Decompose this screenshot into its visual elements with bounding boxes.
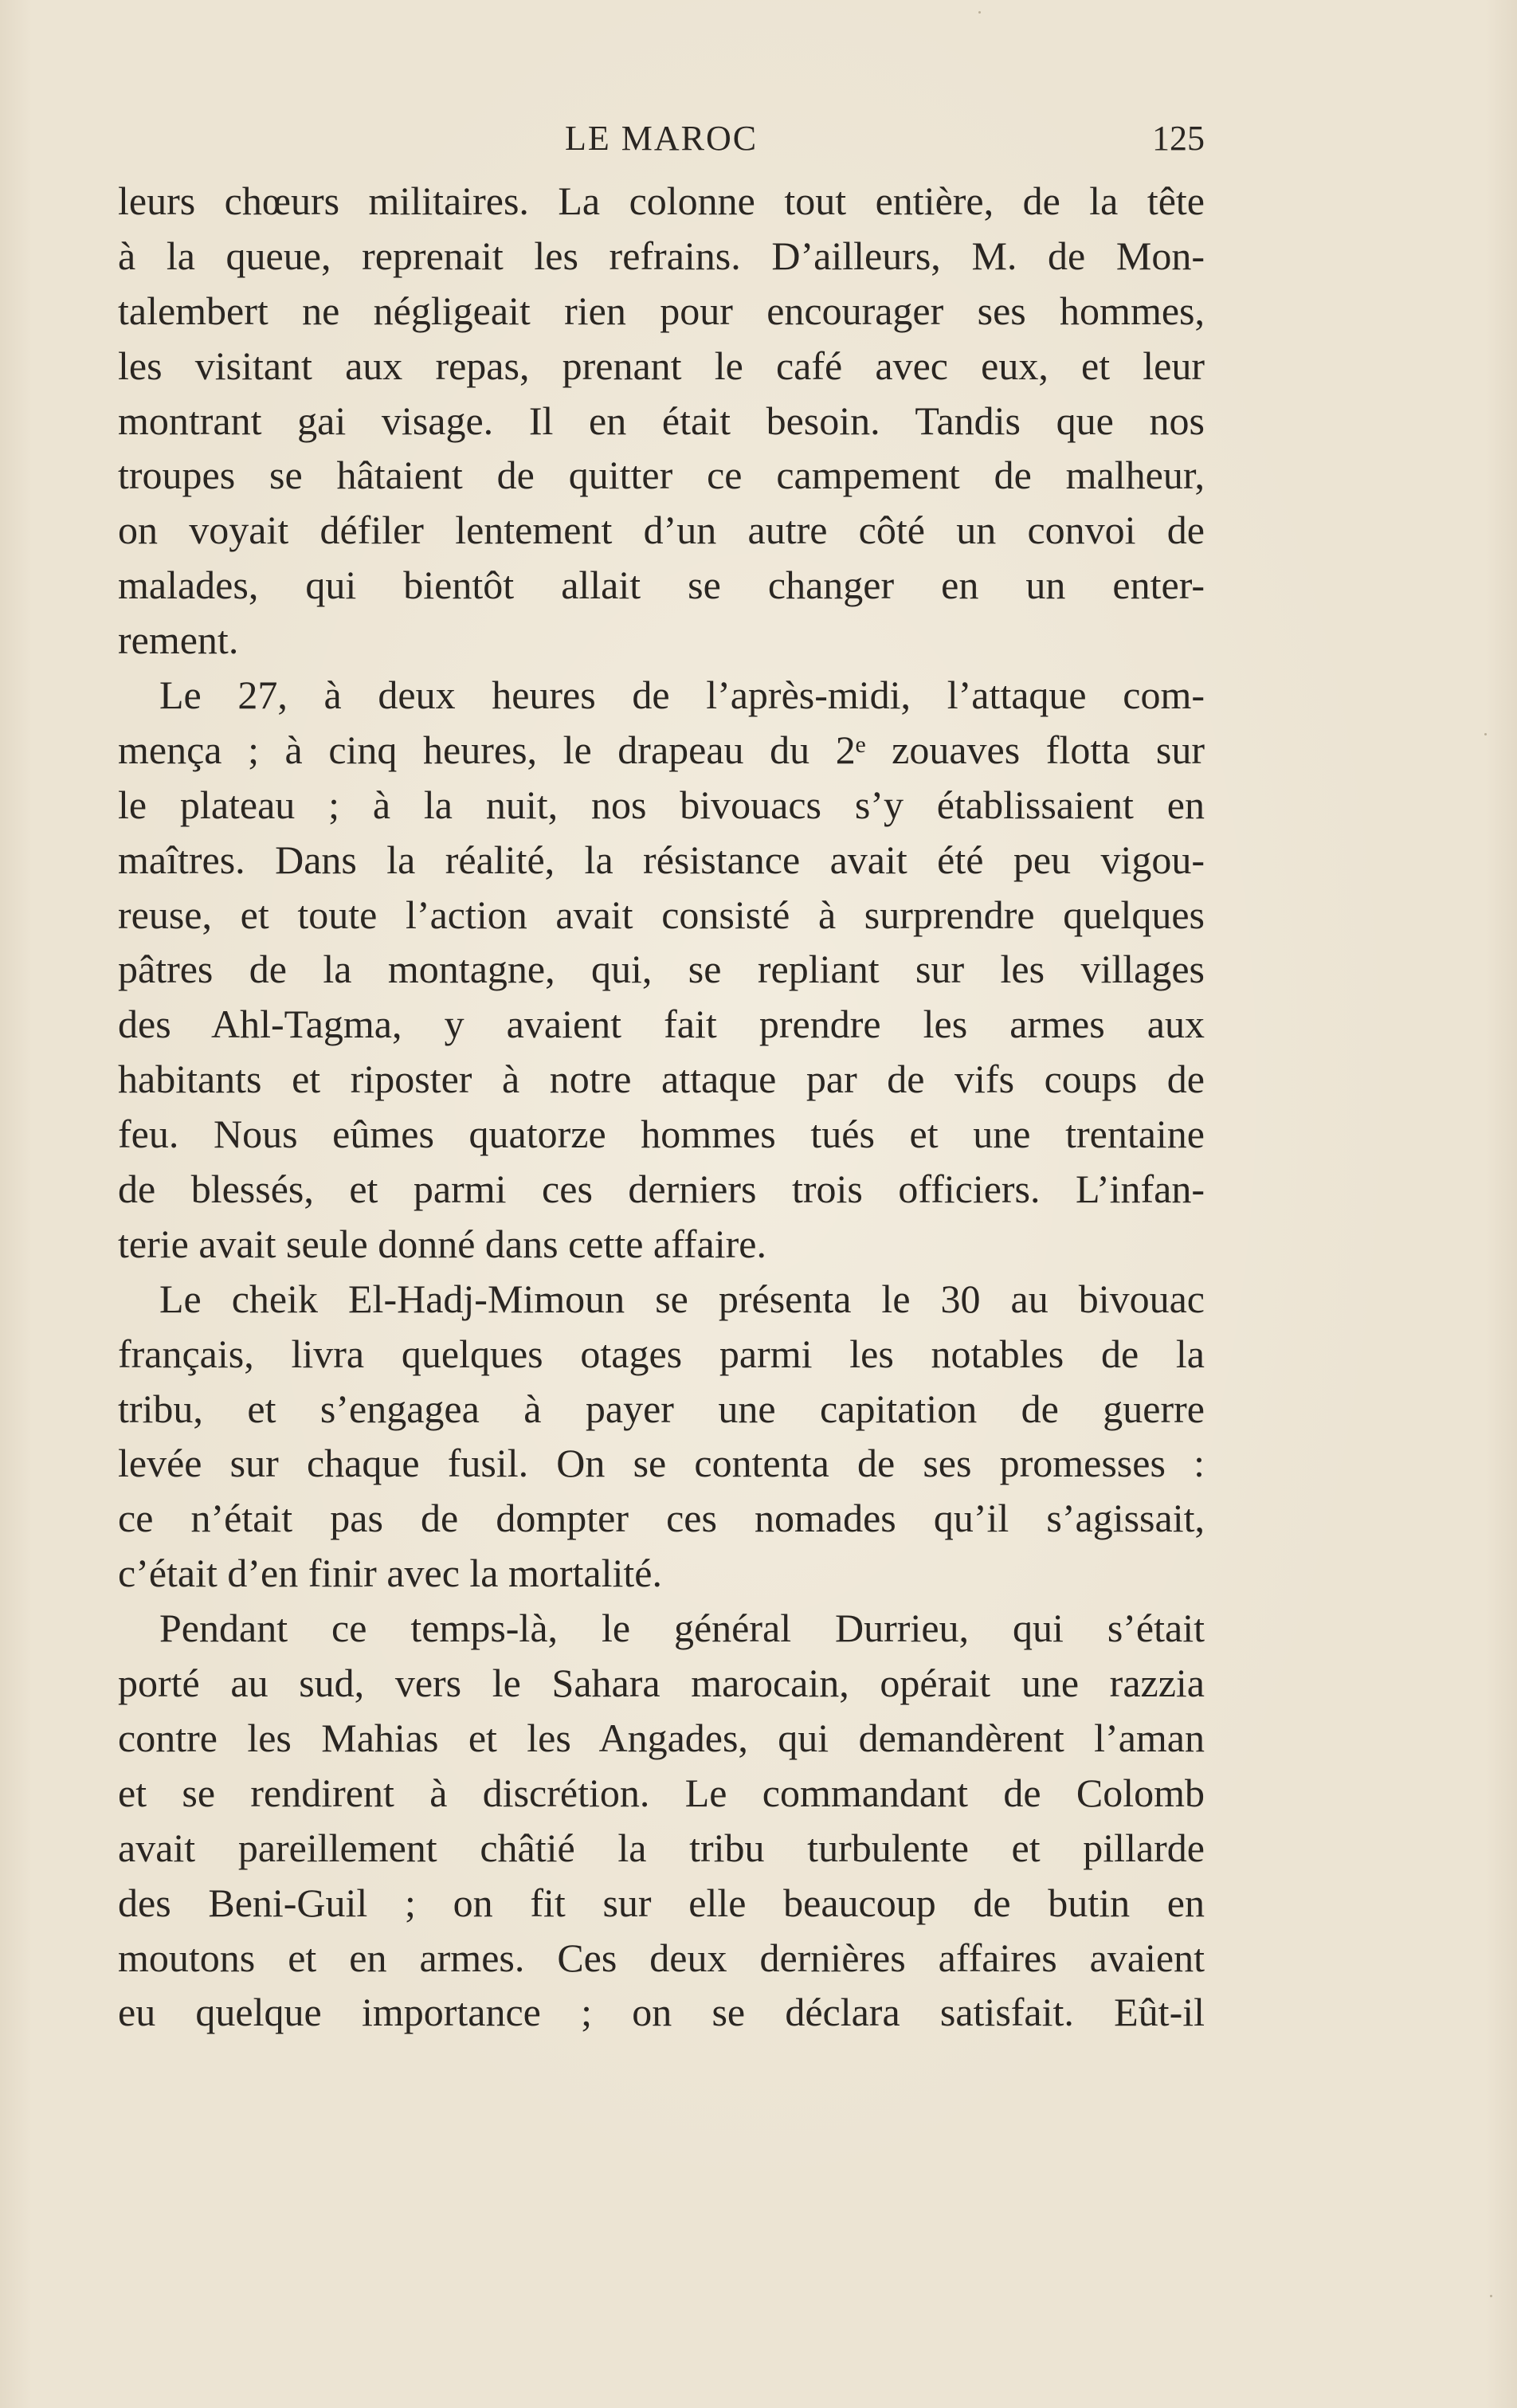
text-line: maîtres. Dans la réalité, la résistance avait été peu vigou- (118, 837, 1205, 882)
text-line: tribu, et s’engagea à payer une capitation de guerre (118, 1386, 1205, 1431)
text-line: contre les Mahias et les Angades, qui demandèrent l’aman (118, 1715, 1205, 1760)
text-line: c’était d’en finir avec la mortalité. (118, 1551, 662, 1596)
text-line: à la queue, reprenait les refrains. D’ailleurs, M. de Mon- (118, 233, 1205, 278)
text-line: terie avait seule donné dans cette affaire. (118, 1221, 766, 1266)
text-line: reuse, et toute l’action avait consisté à surprendre quelques (118, 892, 1205, 937)
text-line: français, livra quelques otages parmi les notables de la (118, 1331, 1205, 1376)
text-line: les visitant aux repas, prenant le café avec eux, et leur (118, 343, 1205, 388)
text-line: ce n’était pas de dompter ces nomades qu’il s’agissait, (118, 1496, 1205, 1541)
text-line: et se rendirent à discrétion. Le commandant de Colomb (118, 1770, 1205, 1815)
text-line: montrant gai visage. Il en était besoin. Tandis que nos (118, 398, 1205, 443)
text-line: moutons et en armes. Ces deux dernières affaires avaient (118, 1935, 1205, 1980)
running-title: LE MAROC (564, 119, 758, 158)
text-line: troupes se hâtaient de quitter ce campement de malheur, (118, 453, 1205, 498)
text-line: eu quelque importance ; on se déclara satisfait. Eût-il (118, 1990, 1205, 2035)
text-line: de blessés, et parmi ces derniers trois officiers. L’infan- (118, 1167, 1205, 1212)
text-line: porté au sud, vers le Sahara marocain, opérait une razzia (118, 1661, 1205, 1706)
text-line: on voyait défiler lentement d’un autre côté un convoi de (118, 508, 1205, 553)
text-line: leurs chœurs militaires. La colonne tout entière, de la tête (118, 178, 1205, 223)
running-head (118, 118, 1205, 166)
text-line: pâtres de la montagne, qui, se repliant sur les villages (118, 947, 1205, 992)
text-line: malades, qui bientôt allait se changer en un enter- (118, 563, 1205, 608)
body-text (118, 174, 1205, 2040)
text-line: habitants et riposter à notre attaque par de vifs coups de (118, 1057, 1205, 1102)
text-line: levée sur chaque fusil. On se contenta de ses promesses : (118, 1441, 1205, 1486)
paper-speck (978, 11, 981, 14)
text-line: des Beni-Guil ; on fit sur elle beaucoup de butin en (118, 1880, 1205, 1925)
text-line: mença ; à cinq heures, le drapeau du 2ᵉ zouaves flotta sur (118, 727, 1205, 772)
paper-speck (1484, 733, 1487, 735)
page-number: 125 (1152, 119, 1205, 158)
text-line: Le 27, à deux heures de l’après-midi, l’attaque com- (159, 673, 1205, 718)
text-line: avait pareillement châtié la tribu turbulente et pillarde (118, 1825, 1205, 1870)
text-line: des Ahl-Tagma, y avaient fait prendre les armes aux (118, 1002, 1205, 1047)
text-line: feu. Nous eûmes quatorze hommes tués et une trentaine (118, 1112, 1205, 1157)
text-line: Le cheik El-Hadj-Mimoun se présenta le 30 au bivouac (159, 1276, 1205, 1321)
text-line: le plateau ; à la nuit, nos bivouacs s’y établissaient en (118, 782, 1205, 827)
text-line: rement. (118, 618, 239, 663)
text-line: Pendant ce temps-là, le général Durrieu, qui s’était (159, 1606, 1205, 1651)
paper-speck (1490, 2295, 1492, 2297)
text-line: talembert ne négligeait rien pour encourager ses hommes, (118, 288, 1205, 333)
